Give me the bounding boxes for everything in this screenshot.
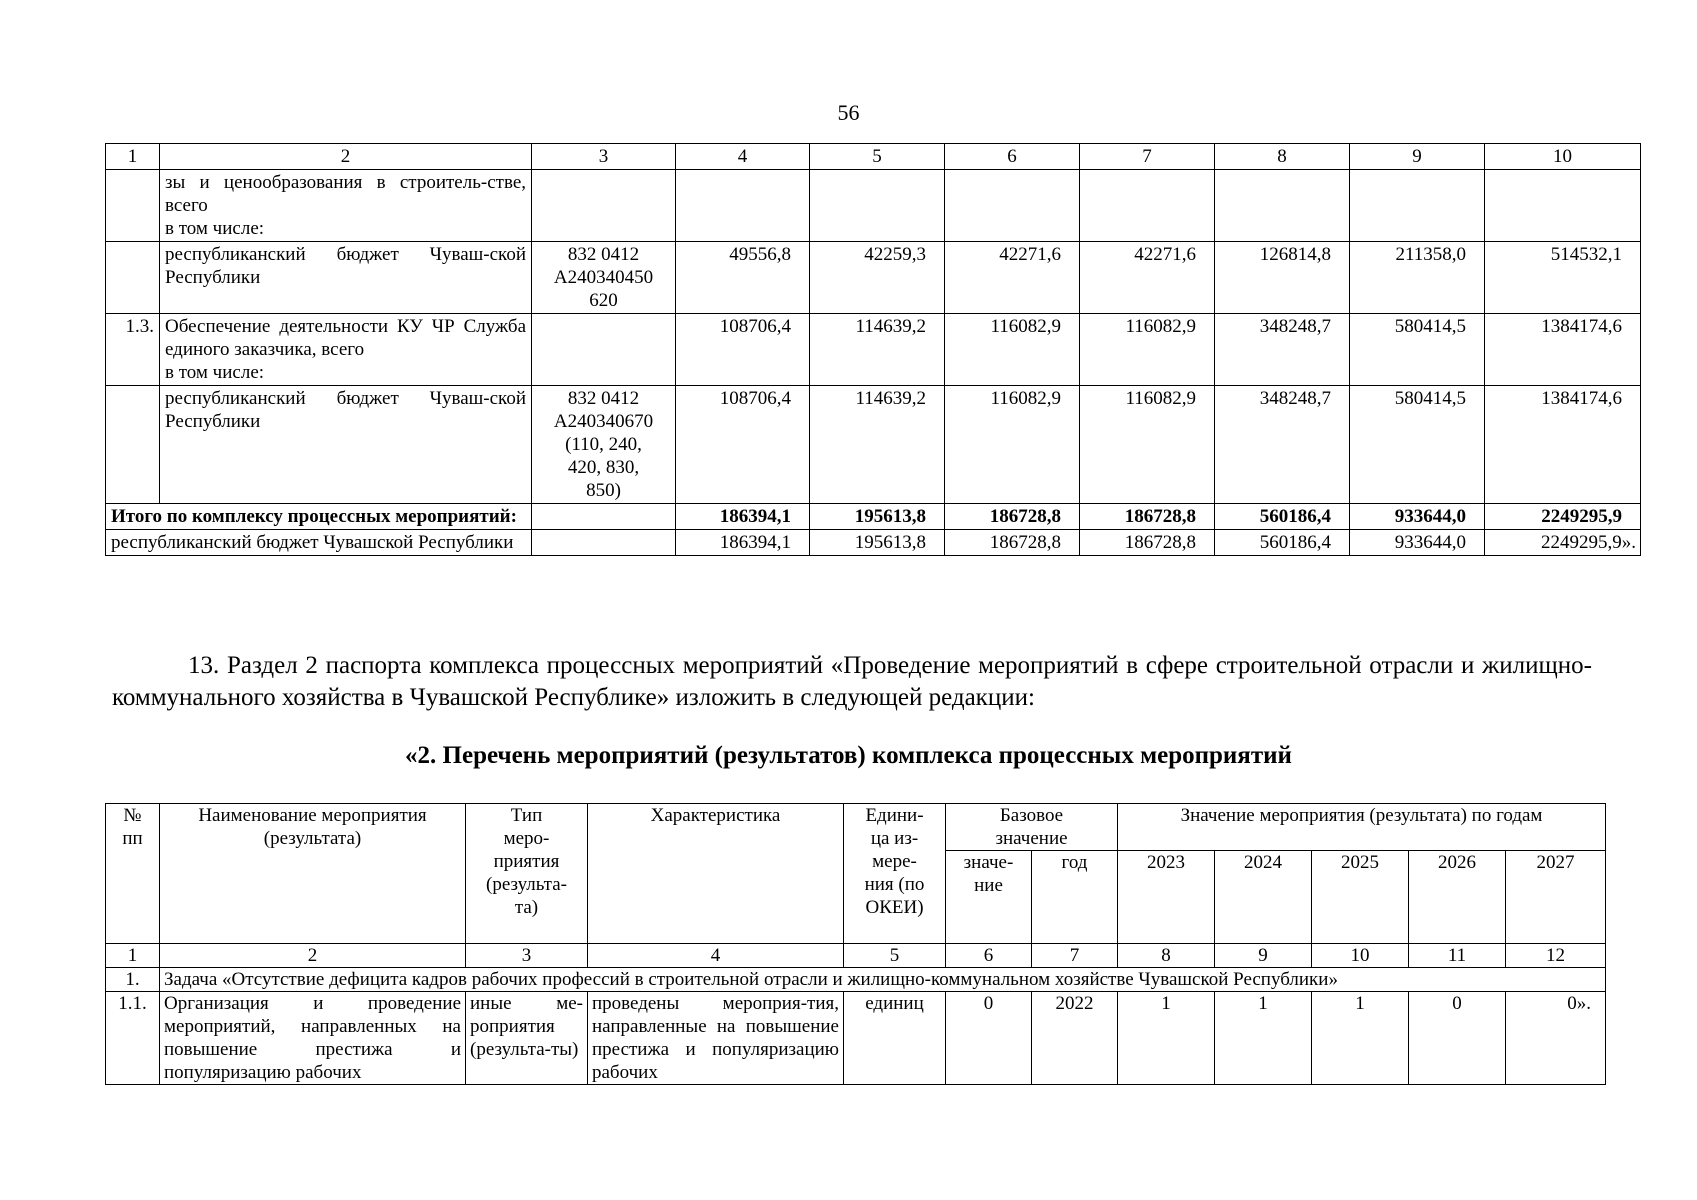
header-base: Базовое значение <box>946 804 1118 851</box>
amount-cell: 580414,5 <box>1350 314 1485 386</box>
column-number: 4 <box>676 144 810 170</box>
header-year: 2023 <box>1118 851 1215 944</box>
header-name: Наименование мероприятия (результата) <box>160 804 466 944</box>
table-header-row <box>106 144 1641 170</box>
header-values-by-year: Значение мероприятия (результата) по годам <box>1118 804 1606 851</box>
column-number: 6 <box>946 944 1032 968</box>
amount-cell: 348248,7 <box>1215 314 1350 386</box>
row-number <box>106 170 160 242</box>
header-year: 2027 <box>1506 851 1606 944</box>
table-row <box>106 386 1641 504</box>
row-name: зы и ценообразования в строитель-стве, всего в том числе: <box>160 170 532 242</box>
amount-cell: 348248,7 <box>1215 386 1350 504</box>
budget-code: 832 0412 А240340450 620 <box>532 242 676 314</box>
measure-unit: единиц <box>844 992 946 1085</box>
header-base-year: год <box>1032 851 1118 944</box>
total-budget-row <box>106 530 1641 556</box>
header-number: № пп <box>106 804 160 944</box>
amount-cell: 580414,5 <box>1350 386 1485 504</box>
total-label: Итого по комплексу процессных мероприятий: <box>106 504 532 530</box>
table-row <box>106 242 1641 314</box>
amount-cell: 186728,8 <box>945 504 1080 530</box>
amount-cell <box>1215 170 1350 242</box>
header-unit: Едини- ца из- мере- ния (по ОКЕИ) <box>844 804 946 944</box>
amount-cell: 114639,2 <box>810 386 945 504</box>
amount-cell: 186728,8 <box>1080 530 1215 556</box>
row-name: Обеспечение деятельности КУ ЧР Служба единого заказчика, всего в том числе: <box>160 314 532 386</box>
amount-cell: 126814,8 <box>1215 242 1350 314</box>
task-row <box>106 968 1606 992</box>
column-number: 3 <box>466 944 588 968</box>
amount-cell: 42259,3 <box>810 242 945 314</box>
amount-cell: 114639,2 <box>810 314 945 386</box>
amount-cell <box>1485 170 1641 242</box>
amount-cell <box>1080 170 1215 242</box>
amount-cell: 186728,8 <box>1080 504 1215 530</box>
amount-cell: 108706,4 <box>676 314 810 386</box>
amount-cell <box>945 170 1080 242</box>
column-number: 2 <box>160 144 532 170</box>
amount-cell: 211358,0 <box>1350 242 1485 314</box>
column-number: 10 <box>1312 944 1409 968</box>
amount-cell <box>810 170 945 242</box>
amendment-paragraph: 13. Раздел 2 паспорта комплекса процессных мероприятий «Проведение мероприятий в сфере строительной отрасли и жилищно-коммунального хозяйства в Чувашской Республике» изложить в следующей редакции: <box>112 652 1592 711</box>
column-number: 8 <box>1118 944 1215 968</box>
year-value: 1 <box>1312 992 1409 1085</box>
section-heading: «2. Перечень мероприятий (результатов) комплекса процессных мероприятий <box>405 742 1292 769</box>
amount-cell: 186394,1 <box>676 530 810 556</box>
budget-code <box>532 530 676 556</box>
amount-cell: 108706,4 <box>676 386 810 504</box>
column-number: 3 <box>532 144 676 170</box>
measure-name: Организация и проведение мероприятий, направленных на повышение престижа и популяризацию рабочих <box>160 992 466 1085</box>
row-name: республиканский бюджет Чуваш-ской Республики <box>160 386 532 504</box>
budget-code: 832 0412 А240340670 (110, 240, 420, 830, 850) <box>532 386 676 504</box>
column-number: 9 <box>1215 944 1312 968</box>
budget-code <box>532 170 676 242</box>
amount-cell: 195613,8 <box>810 530 945 556</box>
budget-table <box>105 143 1641 556</box>
year-value: 0 <box>1409 992 1506 1085</box>
measure-characteristic: проведены мероприя-тия, направленные на повышение престижа и популяризацию рабочих <box>588 992 844 1085</box>
amount-cell: 195613,8 <box>810 504 945 530</box>
amount-cell: 1384174,6 <box>1485 386 1641 504</box>
budget-code <box>532 504 676 530</box>
year-value: 1 <box>1215 992 1312 1085</box>
amount-cell: 2249295,9». <box>1485 530 1641 556</box>
column-number: 12 <box>1506 944 1606 968</box>
total-row <box>106 504 1641 530</box>
header-year: 2025 <box>1312 851 1409 944</box>
table-row <box>106 314 1641 386</box>
budget-code <box>532 314 676 386</box>
amount-cell: 560186,4 <box>1215 530 1350 556</box>
amount-cell: 116082,9 <box>945 386 1080 504</box>
column-number: 9 <box>1350 144 1485 170</box>
year-value: 0». <box>1506 992 1606 1085</box>
header-base-value: значе- ние <box>946 851 1032 944</box>
header-row <box>106 804 1606 851</box>
table-row <box>106 170 1641 242</box>
amount-cell: 42271,6 <box>1080 242 1215 314</box>
amount-cell <box>1350 170 1485 242</box>
amount-cell: 42271,6 <box>945 242 1080 314</box>
row-number <box>106 242 160 314</box>
amount-cell <box>676 170 810 242</box>
total-budget-label: республиканский бюджет Чувашской Республики <box>106 530 532 556</box>
amount-cell: 116082,9 <box>1080 386 1215 504</box>
column-number: 7 <box>1080 144 1215 170</box>
amount-cell: 116082,9 <box>945 314 1080 386</box>
page-number: 56 <box>837 100 860 125</box>
base-value: 0 <box>946 992 1032 1085</box>
task-number: 1. <box>106 968 160 992</box>
amount-cell: 116082,9 <box>1080 314 1215 386</box>
column-number: 5 <box>844 944 946 968</box>
header-characteristic: Характеристика <box>588 804 844 944</box>
column-number: 7 <box>1032 944 1118 968</box>
measures-table <box>105 803 1606 1085</box>
amount-cell: 1384174,6 <box>1485 314 1641 386</box>
column-number: 1 <box>106 144 160 170</box>
base-year: 2022 <box>1032 992 1118 1085</box>
header-year: 2024 <box>1215 851 1312 944</box>
header-type: Тип меро- приятия (результа- та) <box>466 804 588 944</box>
amount-cell: 560186,4 <box>1215 504 1350 530</box>
header-year: 2026 <box>1409 851 1506 944</box>
column-number: 4 <box>588 944 844 968</box>
amount-cell: 186728,8 <box>945 530 1080 556</box>
amount-cell: 49556,8 <box>676 242 810 314</box>
row-name: республиканский бюджет Чуваш-ской Республики <box>160 242 532 314</box>
column-number: 10 <box>1485 144 1641 170</box>
year-value: 1 <box>1118 992 1215 1085</box>
column-number: 1 <box>106 944 160 968</box>
task-text: Задача «Отсутствие дефицита кадров рабочих профессий в строительной отрасли и жилищно-коммунальном хозяйстве Чувашской Республики» <box>160 968 1606 992</box>
amount-cell: 2249295,9 <box>1485 504 1641 530</box>
column-number: 5 <box>810 144 945 170</box>
column-number: 2 <box>160 944 466 968</box>
row-number: 1.3. <box>106 314 160 386</box>
column-number: 8 <box>1215 144 1350 170</box>
amount-cell: 186394,1 <box>676 504 810 530</box>
column-number: 11 <box>1409 944 1506 968</box>
table-row <box>106 992 1606 1085</box>
amount-cell: 514532,1 <box>1485 242 1641 314</box>
measure-type: иные ме-роприятия (результа-ты) <box>466 992 588 1085</box>
row-number <box>106 386 160 504</box>
amount-cell: 933644,0 <box>1350 530 1485 556</box>
column-number: 6 <box>945 144 1080 170</box>
amount-cell: 933644,0 <box>1350 504 1485 530</box>
column-numbers-row <box>106 944 1606 968</box>
row-number: 1.1. <box>106 992 160 1085</box>
